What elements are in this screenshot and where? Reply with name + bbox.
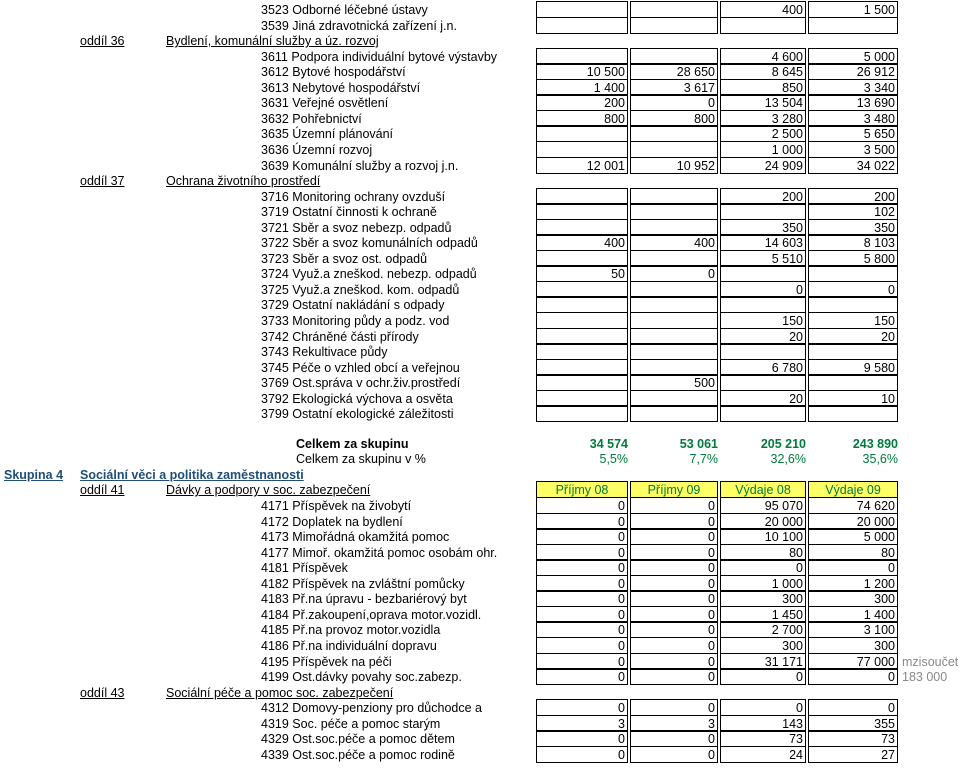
value-cell: 0 bbox=[630, 606, 718, 623]
value-cell bbox=[630, 328, 718, 345]
value-cell: 0 bbox=[536, 575, 628, 592]
oddil-title: Bydlení, komunální služby a úz. rozvoj bbox=[166, 34, 379, 49]
value-cell: 800 bbox=[536, 110, 628, 127]
skupina-label: Skupina 4 bbox=[4, 467, 64, 482]
value-cell: 3 bbox=[536, 715, 628, 732]
paragraph-label: 3742 Chráněné části přírody bbox=[261, 329, 419, 344]
value-cell bbox=[720, 296, 806, 313]
value-cell: 150 bbox=[720, 312, 806, 329]
value-cell bbox=[630, 250, 718, 267]
summary-label: Celkem za skupinu v % bbox=[296, 452, 426, 467]
value-cell: 0 bbox=[630, 730, 718, 747]
value-cell: 0 bbox=[720, 699, 806, 716]
summary-value: 205 210 bbox=[760, 436, 806, 451]
paragraph-label: 3724 Využ.a zneškod. nebezp. odpadů bbox=[261, 267, 477, 282]
paragraph-label: 3636 Územní rozvoj bbox=[261, 142, 373, 157]
column-header: Příjmy 09 bbox=[630, 481, 718, 498]
value-cell: 50 bbox=[536, 265, 628, 282]
summary-total-row bbox=[0, 436, 960, 452]
summary-pct-row bbox=[0, 451, 960, 467]
oddil-label: oddíl 37 bbox=[80, 174, 125, 189]
value-cell: 0 bbox=[536, 746, 628, 763]
summary-value: 243 890 bbox=[852, 436, 898, 451]
value-cell: 0 bbox=[630, 544, 718, 561]
value-cell: 20 bbox=[808, 328, 898, 345]
value-cell: 1 400 bbox=[536, 79, 628, 96]
value-cell bbox=[536, 405, 628, 422]
value-cell: 0 bbox=[720, 281, 806, 298]
paragraph-label: 3743 Rekultivace půdy bbox=[261, 345, 388, 360]
value-cell bbox=[808, 296, 898, 313]
value-cell: 300 bbox=[808, 590, 898, 607]
value-cell bbox=[536, 141, 628, 158]
paragraph-label: 3725 Využ.a zneškod. kom. odpadů bbox=[261, 282, 460, 297]
column-header: Výdaje 09 bbox=[808, 481, 898, 498]
table-row bbox=[0, 747, 960, 763]
value-cell: 0 bbox=[630, 575, 718, 592]
value-cell: 0 bbox=[536, 497, 628, 514]
value-cell: 0 bbox=[808, 281, 898, 298]
value-cell bbox=[536, 48, 628, 65]
paragraph-label: 3611 Podpora individuální bytové výstavby bbox=[261, 49, 498, 64]
value-cell bbox=[630, 188, 718, 205]
paragraph-label: 4173 Mimořádná okamžitá pomoc bbox=[261, 530, 450, 545]
value-cell: 1 000 bbox=[720, 575, 806, 592]
paragraph-label: 3631 Veřejné osvětlení bbox=[261, 96, 389, 111]
value-cell: 80 bbox=[808, 544, 898, 561]
value-cell: 4 600 bbox=[720, 48, 806, 65]
value-cell: 300 bbox=[808, 637, 898, 654]
value-cell bbox=[630, 296, 718, 313]
oddil-label: oddíl 43 bbox=[80, 685, 125, 700]
value-cell: 350 bbox=[720, 219, 806, 236]
note-text: mzisoučet bbox=[902, 654, 959, 669]
value-cell: 102 bbox=[808, 203, 898, 220]
value-cell: 20 bbox=[720, 390, 806, 407]
value-cell: 0 bbox=[630, 621, 718, 638]
value-cell bbox=[630, 281, 718, 298]
value-cell: 20 000 bbox=[808, 513, 898, 530]
value-cell bbox=[630, 312, 718, 329]
table-row bbox=[0, 158, 960, 174]
value-cell bbox=[536, 281, 628, 298]
paragraph-label: 4181 Příspěvek bbox=[261, 561, 348, 576]
paragraph-label: 3721 Sběr a svoz nebezp. odpadů bbox=[261, 220, 452, 235]
oddil-title: Dávky a podpory v soc. zabezpečení bbox=[166, 483, 371, 498]
value-cell bbox=[536, 203, 628, 220]
value-cell: 73 bbox=[720, 730, 806, 747]
paragraph-label: 4177 Mimoř. okamžitá pomoc osobám ohr. bbox=[261, 545, 498, 560]
value-cell bbox=[536, 1, 628, 18]
oddil-label: oddíl 36 bbox=[80, 34, 125, 49]
column-header: Výdaje 08 bbox=[720, 481, 806, 498]
value-cell: 5 650 bbox=[808, 125, 898, 142]
value-cell bbox=[630, 219, 718, 236]
value-cell: 8 645 bbox=[720, 63, 806, 80]
value-cell: 200 bbox=[808, 188, 898, 205]
value-cell: 14 603 bbox=[720, 234, 806, 251]
paragraph-label: 3612 Bytové hospodářství bbox=[261, 65, 406, 80]
paragraph-label: 4183 Př.na úpravu - bezbariérový byt bbox=[261, 592, 467, 607]
value-cell: 2 700 bbox=[720, 621, 806, 638]
value-cell: 1 450 bbox=[720, 606, 806, 623]
value-cell bbox=[536, 188, 628, 205]
value-cell bbox=[630, 17, 718, 34]
value-cell: 400 bbox=[536, 234, 628, 251]
value-cell bbox=[630, 390, 718, 407]
value-cell: 3 340 bbox=[808, 79, 898, 96]
paragraph-label: 4171 Příspěvek na živobytí bbox=[261, 499, 412, 514]
value-cell: 0 bbox=[630, 94, 718, 111]
paragraph-label: 3792 Ekologická výchova a osvěta bbox=[261, 391, 453, 406]
value-cell: 500 bbox=[630, 374, 718, 391]
paragraph-label: 4172 Doplatek na bydlení bbox=[261, 514, 403, 529]
value-cell: 3 280 bbox=[720, 110, 806, 127]
value-cell: 5 000 bbox=[808, 528, 898, 545]
value-cell: 0 bbox=[536, 544, 628, 561]
summary-label: Celkem za skupinu bbox=[296, 436, 409, 451]
paragraph-label: 3639 Komunální služby a rozvoj j.n. bbox=[261, 158, 459, 173]
oddil-title: Sociální péče a pomoc soc. zabezpečení bbox=[166, 685, 394, 700]
paragraph-label: 3539 Jiná zdravotnická zařízení j.n. bbox=[261, 18, 457, 33]
value-cell: 400 bbox=[720, 1, 806, 18]
value-cell: 27 bbox=[808, 746, 898, 763]
value-cell: 5 800 bbox=[808, 250, 898, 267]
value-cell: 0 bbox=[536, 590, 628, 607]
value-cell: 80 bbox=[720, 544, 806, 561]
oddil-title: Ochrana životního prostředí bbox=[166, 174, 321, 189]
paragraph-label: 3729 Ostatní nakládání s odpady bbox=[261, 298, 445, 313]
value-cell: 0 bbox=[536, 513, 628, 530]
value-cell bbox=[630, 359, 718, 376]
value-cell: 10 bbox=[808, 390, 898, 407]
value-cell: 95 070 bbox=[720, 497, 806, 514]
paragraph-label: 4195 Příspěvek na péči bbox=[261, 654, 392, 669]
value-cell: 9 580 bbox=[808, 359, 898, 376]
value-cell: 24 bbox=[720, 746, 806, 763]
paragraph-label: 3733 Monitoring půdy a podz. vod bbox=[261, 314, 450, 328]
value-cell: 0 bbox=[630, 746, 718, 763]
value-cell: 10 952 bbox=[630, 157, 718, 174]
value-cell: 0 bbox=[720, 559, 806, 576]
value-cell bbox=[536, 250, 628, 267]
value-cell: 0 bbox=[536, 606, 628, 623]
value-cell: 74 620 bbox=[808, 497, 898, 514]
value-cell: 5 510 bbox=[720, 250, 806, 267]
paragraph-label: 4185 Př.na provoz motor.vozidla bbox=[261, 623, 441, 638]
value-cell: 1 400 bbox=[808, 606, 898, 623]
value-cell bbox=[630, 141, 718, 158]
paragraph-label: 3722 Sběr a svoz komunálních odpadů bbox=[261, 236, 478, 251]
value-cell bbox=[536, 125, 628, 142]
value-cell: 6 780 bbox=[720, 359, 806, 376]
value-cell bbox=[536, 343, 628, 360]
value-cell: 0 bbox=[630, 699, 718, 716]
value-cell bbox=[720, 17, 806, 34]
paragraph-label: 4199 Ost.dávky povahy soc.zabezp. bbox=[261, 670, 462, 685]
value-cell: 3 480 bbox=[808, 110, 898, 127]
value-cell: 73 bbox=[808, 730, 898, 747]
value-cell bbox=[630, 203, 718, 220]
value-cell: 1 000 bbox=[720, 141, 806, 158]
value-cell bbox=[808, 17, 898, 34]
paragraph-label: 3799 Ostatní ekologické záležitosti bbox=[261, 407, 454, 422]
value-cell bbox=[808, 265, 898, 282]
skupina-title: Sociální věci a politika zaměstnanosti bbox=[80, 467, 304, 482]
value-cell: 1 500 bbox=[808, 1, 898, 18]
value-cell: 0 bbox=[536, 559, 628, 576]
value-cell bbox=[630, 1, 718, 18]
value-cell: 0 bbox=[536, 621, 628, 638]
paragraph-label: 3745 Péče o vzhled obcí a veřejnou bbox=[261, 360, 460, 375]
paragraph-label: 3719 Ostatní činnosti k ochraně bbox=[261, 205, 437, 220]
value-cell: 28 650 bbox=[630, 63, 718, 80]
value-cell bbox=[536, 374, 628, 391]
paragraph-label: 4339 Ost.soc.péče a pomoc rodině bbox=[261, 747, 455, 762]
value-cell: 150 bbox=[808, 312, 898, 329]
value-cell bbox=[536, 359, 628, 376]
paragraph-label: 3523 Odborné léčebné ústavy bbox=[261, 3, 428, 17]
value-cell: 0 bbox=[630, 513, 718, 530]
paragraph-label: 4312 Domovy-penziony pro důchodce a bbox=[261, 701, 482, 716]
value-cell: 0 bbox=[808, 699, 898, 716]
value-cell: 0 bbox=[536, 730, 628, 747]
summary-value: 53 061 bbox=[679, 436, 718, 451]
value-cell: 0 bbox=[536, 528, 628, 545]
value-cell: 20 000 bbox=[720, 513, 806, 530]
value-cell: 10 100 bbox=[720, 528, 806, 545]
value-cell bbox=[536, 328, 628, 345]
paragraph-label: 3769 Ost.správa v ochr.živ.prostředí bbox=[261, 376, 461, 391]
summary-value: 5,5% bbox=[599, 452, 628, 467]
value-cell: 0 bbox=[630, 668, 718, 685]
value-cell: 2 500 bbox=[720, 125, 806, 142]
table-row bbox=[0, 18, 960, 34]
value-cell bbox=[536, 219, 628, 236]
value-cell bbox=[720, 265, 806, 282]
value-cell: 3 617 bbox=[630, 79, 718, 96]
oddil-label: oddíl 41 bbox=[80, 483, 125, 498]
paragraph-label: 3723 Sběr a svoz ost. odpadů bbox=[261, 251, 428, 266]
paragraph-label: 4329 Ost.soc.péče a pomoc dětem bbox=[261, 732, 455, 747]
value-cell: 3 100 bbox=[808, 621, 898, 638]
value-cell bbox=[630, 405, 718, 422]
paragraph-label: 4184 Př.zakoupení,oprava motor.vozidl. bbox=[261, 607, 482, 622]
value-cell: 0 bbox=[630, 528, 718, 545]
value-cell: 355 bbox=[808, 715, 898, 732]
value-cell: 0 bbox=[720, 668, 806, 685]
value-cell: 0 bbox=[536, 637, 628, 654]
value-cell bbox=[720, 374, 806, 391]
value-cell: 13 690 bbox=[808, 94, 898, 111]
value-cell: 26 912 bbox=[808, 63, 898, 80]
value-cell: 0 bbox=[630, 653, 718, 670]
value-cell bbox=[720, 343, 806, 360]
value-cell bbox=[536, 17, 628, 34]
value-cell: 10 500 bbox=[536, 63, 628, 80]
value-cell: 34 022 bbox=[808, 157, 898, 174]
paragraph-label: 3613 Nebytové hospodářství bbox=[261, 80, 421, 95]
value-cell bbox=[630, 125, 718, 142]
paragraph-label: 4186 Př.na individuální dopravu bbox=[261, 638, 437, 653]
value-cell: 400 bbox=[630, 234, 718, 251]
value-cell: 0 bbox=[536, 668, 628, 685]
value-cell: 143 bbox=[720, 715, 806, 732]
value-cell bbox=[808, 405, 898, 422]
value-cell: 200 bbox=[720, 188, 806, 205]
value-cell: 850 bbox=[720, 79, 806, 96]
value-cell: 0 bbox=[536, 699, 628, 716]
paragraph-label: 3632 Pohřebnictví bbox=[261, 111, 362, 126]
value-cell bbox=[536, 312, 628, 329]
value-cell: 20 bbox=[720, 328, 806, 345]
value-cell bbox=[720, 203, 806, 220]
note-text: 183 000 bbox=[902, 670, 948, 685]
value-cell: 0 bbox=[536, 653, 628, 670]
summary-value: 35,6% bbox=[862, 452, 898, 467]
value-cell: 350 bbox=[808, 219, 898, 236]
value-cell: 0 bbox=[630, 265, 718, 282]
value-cell: 0 bbox=[808, 559, 898, 576]
value-cell bbox=[808, 343, 898, 360]
column-header: Příjmy 08 bbox=[536, 481, 628, 498]
value-cell: 800 bbox=[630, 110, 718, 127]
paragraph-label: 3716 Monitoring ochrany ovzduší bbox=[261, 189, 446, 204]
value-cell: 3 bbox=[630, 715, 718, 732]
value-cell bbox=[536, 390, 628, 407]
table-row bbox=[0, 669, 960, 685]
paragraph-label: 3635 Územní plánování bbox=[261, 127, 394, 142]
summary-value: 32,6% bbox=[770, 452, 806, 467]
value-cell: 0 bbox=[630, 637, 718, 654]
value-cell: 300 bbox=[720, 590, 806, 607]
value-cell: 24 909 bbox=[720, 157, 806, 174]
value-cell bbox=[630, 48, 718, 65]
value-cell: 0 bbox=[630, 559, 718, 576]
value-cell: 5 000 bbox=[808, 48, 898, 65]
summary-value: 7,7% bbox=[689, 452, 718, 467]
summary-value: 34 574 bbox=[589, 436, 628, 451]
value-cell bbox=[630, 343, 718, 360]
value-cell: 13 504 bbox=[720, 94, 806, 111]
value-cell: 300 bbox=[720, 637, 806, 654]
paragraph-label: 4182 Příspěvek na zvláštní pomůcky bbox=[261, 576, 465, 591]
value-cell: 3 500 bbox=[808, 141, 898, 158]
value-cell: 1 200 bbox=[808, 575, 898, 592]
value-cell: 77 000 bbox=[808, 653, 898, 670]
value-cell bbox=[808, 374, 898, 391]
value-cell: 12 001 bbox=[536, 157, 628, 174]
value-cell: 0 bbox=[630, 590, 718, 607]
value-cell: 0 bbox=[808, 668, 898, 685]
value-cell: 200 bbox=[536, 94, 628, 111]
value-cell: 31 171 bbox=[720, 653, 806, 670]
value-cell bbox=[536, 296, 628, 313]
value-cell: 0 bbox=[630, 497, 718, 514]
value-cell bbox=[720, 405, 806, 422]
paragraph-label: 4319 Soc. péče a pomoc starým bbox=[261, 716, 441, 731]
value-cell: 8 103 bbox=[808, 234, 898, 251]
table-row bbox=[0, 406, 960, 422]
